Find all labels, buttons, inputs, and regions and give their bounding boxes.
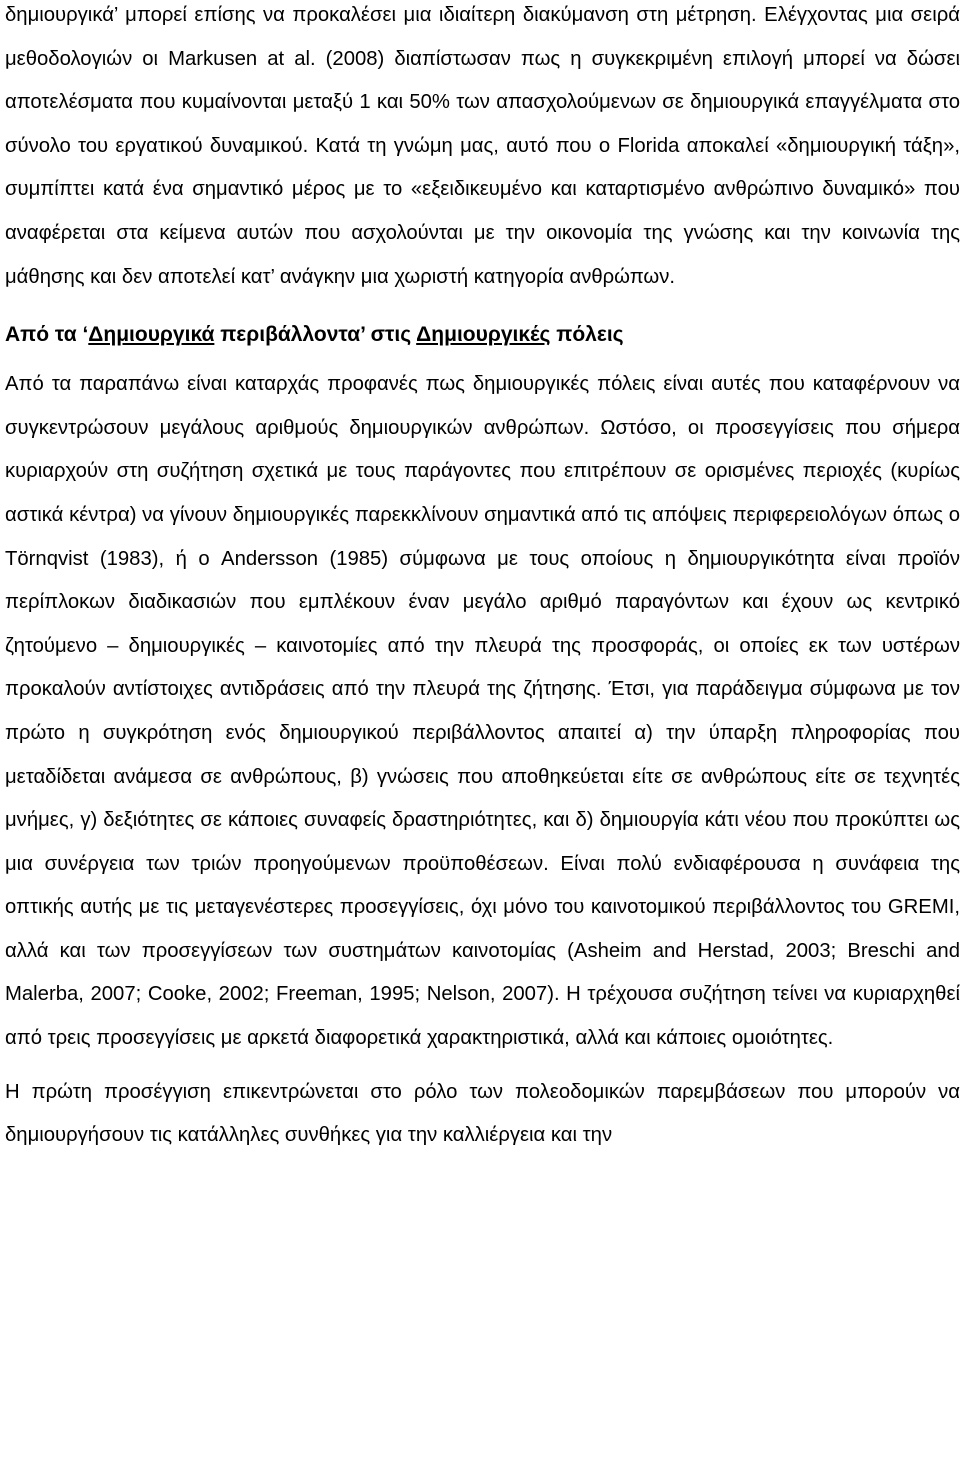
spacer	[5, 299, 960, 307]
paragraph-2: Από τα παραπάνω είναι καταρχάς προφανές πως δημιουργικές πόλεις είναι αυτές που καταφέρνουν να συγκεντρώσουν μεγάλους αριθμούς δημιουργικών ανθρώπων. Ωστόσο, οι προσεγγίσεις που σήμερα κυριαρχούν στη συζήτηση σχετικά με τους παράγοντες που επιτρέπουν σε ορισμένες περιοχές (κυρίως αστικά κέντρα) να γίνουν δημιουργικές παρεκκλίνουν σημαντικά από τις απόψεις περιφερειολόγων όπως ο Törnqvist (1983), ή ο Andersson (1985) σύμφωνα με τους οποίους η δημιουργικότητα είναι προϊόν περίπλοκων διαδικασιών που εμπλέκουν έναν μεγάλο αριθμό παραγόντων και έχουν ως κεντρικό ζητούμενο – δημιουργικές – καινοτομίες από την πλευρά της προσφοράς, οι οποίες εκ των υστέρων προκαλούν αντίστοιχες αντιδράσεις από την πλευρά της ζήτησης. Έτσι, για παράδειγμα σύμφωνα με τον πρώτο η συγκρότηση ενός δημιουργικού περιβάλλοντος απαιτεί α) την ύπαρξη πληροφορίας που μεταδίδεται ανάμεσα σε ανθρώπους, β) γνώσεις που αποθηκεύεται είτε σε ανθρώπους είτε σε τεχνητές μνήμες, γ) δεξιότητες σε κάποιες συναφείς δραστηριότητες, και δ) δημιουργία κάτι νέου που προκύπτει ως μια συνέργεια των τριών προηγούμενων προϋποθέσεων. Είναι πολύ ενδιαφέρουσα η συνάφεια της οπτικής αυτής με τις μεταγενέστερες προσεγγίσεις, όχι μόνο του καινοτομικού περιβάλλοντος του GREMI, αλλά και των προσεγγίσεων των συστημάτων καινοτομίας (Asheim and Herstad, 2003; Breschi and Malerba, 2007; Cooke, 2002; Freeman, 1995; Nelson, 2007). Η τρέχουσα συζήτηση τείνει να κυριαρχηθεί από τρεις προσεγγίσεις με αρκετά διαφορετικά χαρακτηριστικά, αλλά και κάποιες ομοιότητες.	[5, 373, 960, 1050]
heading-underlined-word-1: Δημιουργικά	[88, 323, 215, 347]
heading-suffix: πόλεις	[550, 323, 624, 347]
heading-prefix: Από τα ‘	[5, 323, 89, 347]
paragraph-1: δημιουργικά’ μπορεί επίσης να προκαλέσει μια ιδιαίτερη διακύμανση στη μέτρηση. Ελέγχοντας μια σειρά μεθοδολογιών οι Markusen at al. (2008) διαπίστωσαν πως η συγκεκριμένη επιλογή μπορεί να δώσει αποτελέσματα που κυμαίνονται μεταξύ 1 και 50% των απασχολούμενων σε δημιουργικά επαγγέλματα στο σύνολο του εργατικού δυναμικού. Κατά τη γνώμη μας, αυτό που ο Florida αποκαλεί «δημιουργική τάξη», συμπίπτει κατά ένα σημαντικό μέρος με το «εξειδικευμένο και καταρτισμένο ανθρώπινο δυναμικό» που αναφέρεται στα κείμενα αυτών που ασχολούνται με την οικονομία της γνώσης και την κοινωνία της μάθησης και δεν αποτελεί κατ’ ανάγκην μια χωριστή κατηγορία ανθρώπων.	[5, 4, 960, 288]
heading-underlined-word-2: Δημιουργικές	[416, 323, 551, 347]
document-page	[5, 0, 960, 1158]
paragraph-3: Η πρώτη προσέγγιση επικεντρώνεται στο ρόλο των πολεοδομικών παρεμβάσεων που μπορούν να δημιουργήσουν τις κατάλληλες συνθήκες για την καλλιέργεια και την	[5, 1080, 960, 1147]
heading-middle: περιβάλλοντα’ στις	[214, 323, 417, 347]
section-heading	[5, 307, 960, 363]
